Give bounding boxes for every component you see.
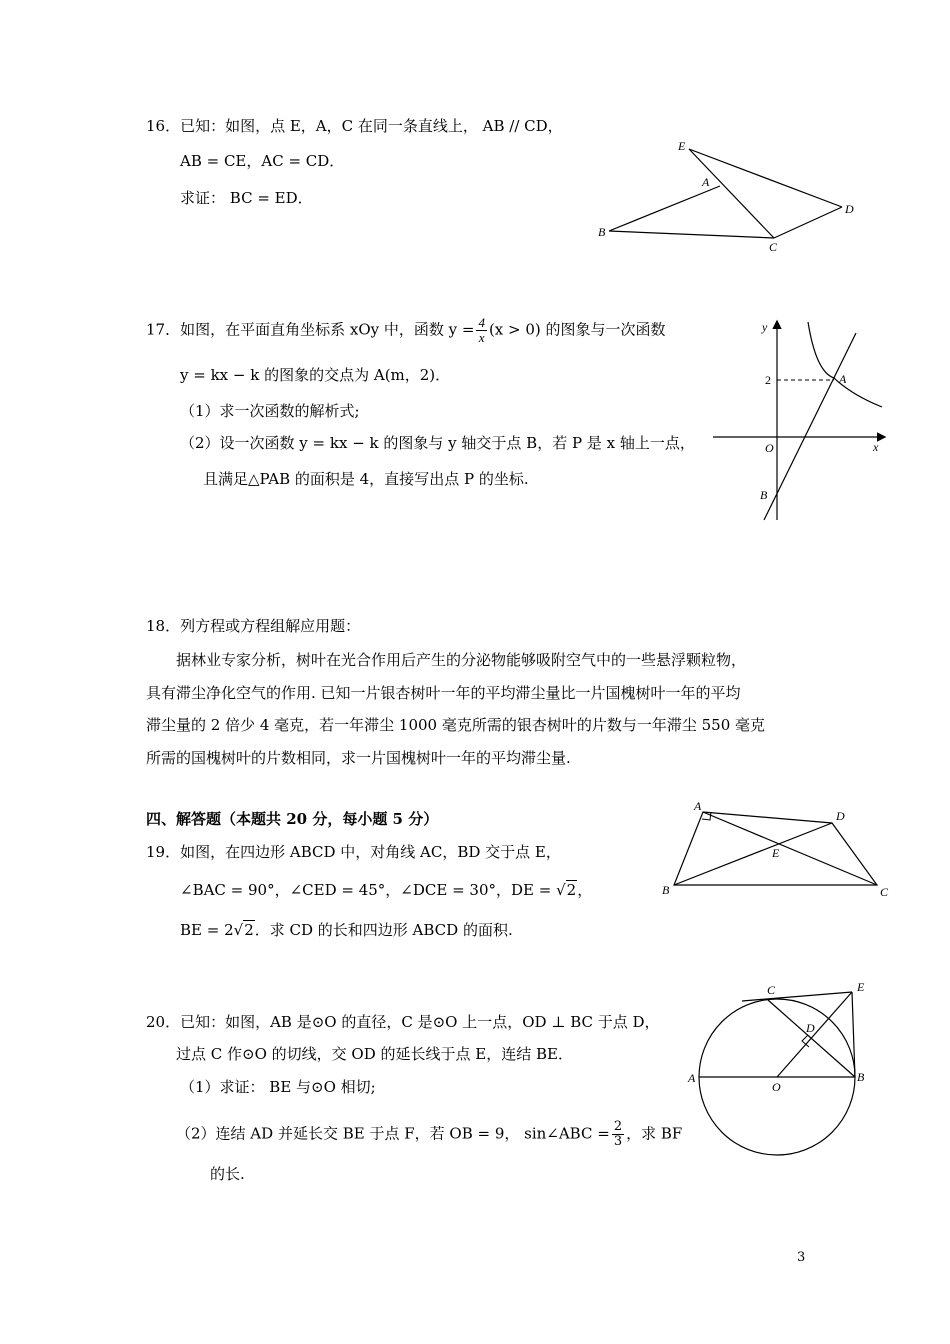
q20-part2-pre: （2）连结 AD 并延长交 BE 于点 F，若 OB = 9， sin∠ABC =	[176, 1124, 610, 1143]
q17-part2: （2）设一次函数 y = kx − k 的图象与 y 轴交于点 B，若 P 是 x 轴上一点，	[180, 434, 695, 452]
q17-label-A: A	[839, 372, 847, 386]
q17-figure	[710, 315, 890, 525]
q19-line2-radicand: 2	[566, 881, 577, 899]
q16-label-C: C	[769, 240, 778, 254]
q16-label-B: B	[598, 225, 606, 239]
q17-fraction	[476, 316, 487, 345]
q18-p4: 所需的国槐树叶的片数相同，求一片国槐树叶一年的平均滞尘量.	[146, 749, 571, 767]
q19-figure	[655, 800, 895, 900]
q19-line2-end: ，	[577, 881, 593, 899]
q20-line1: 20．已知：如图，AB 是⊙O 的直径，C 是⊙O 上一点，OD ⊥ BC 于点 D，	[146, 1013, 660, 1031]
q19-line3-pre: BE = 2	[180, 921, 234, 939]
q17-line2: y = kx − k 的图象的交点为 A(m，2)．	[180, 366, 451, 384]
q20-part2b: 的长.	[210, 1165, 245, 1183]
q20-label-A: A	[688, 1071, 696, 1085]
q17-label-y: y	[762, 320, 768, 334]
q17-frac-den: x	[478, 330, 485, 345]
q19-line3: BE = 2√2．求 CD 的长和四边形 ABCD 的面积.	[180, 921, 513, 939]
q17-label-B: B	[760, 488, 768, 502]
q17-label-2: 2	[765, 373, 771, 387]
q19-label-B: B	[662, 883, 670, 897]
q18-p1: 据林业专家分析，树叶在光合作用后产生的分泌物能够吸附空气中的一些悬浮颗粒物，	[176, 651, 747, 669]
q20-part1: （1）求证： BE 与⊙O 相切;	[180, 1078, 376, 1096]
q20-label-C: C	[767, 983, 776, 997]
q16-label-A: A	[702, 175, 710, 189]
q19-label-C: C	[880, 885, 889, 899]
q20-label-O: O	[772, 1080, 781, 1094]
q16-label-D: D	[845, 202, 854, 216]
q19-label-D: D	[836, 809, 845, 823]
q20-label-B: B	[857, 1070, 865, 1084]
page-number: 3	[797, 1250, 806, 1265]
q17-label-O: O	[765, 441, 774, 455]
q19-line3-post: ．求 CD 的长和四边形 ABCD 的面积.	[254, 921, 513, 939]
q18-p3: 滞尘量的 2 倍少 4 毫克，若一年滞尘 1000 毫克所需的银杏树叶的片数与一年滞尘 550 毫克	[146, 716, 766, 734]
q20-part2	[176, 1120, 682, 1149]
q19-label-A: A	[694, 799, 702, 813]
q17-label-x: x	[873, 440, 879, 454]
q20-fraction	[612, 1120, 624, 1149]
section4-heading: 四、解答题（本题共 20 分，每小题 5 分）	[146, 810, 439, 828]
q20-label-D: D	[806, 1021, 815, 1035]
q20-figure	[680, 975, 880, 1160]
q18-p2: 具有滞尘净化空气的作用. 已知一片银杏树叶一年的平均滞尘量比一片国槐树叶一年的平均	[146, 684, 741, 702]
q20-frac-den: 3	[613, 1134, 623, 1149]
q20-label-E: E	[857, 980, 865, 994]
q17-line1-pre: 17．如图，在平面直角坐标系 xOy 中，函数 y =	[146, 320, 475, 339]
q19-line1: 19．如图，在四边形 ABCD 中，对角线 AC，BD 交于点 E，	[146, 843, 561, 861]
q20-line2: 过点 C 作⊙O 的切线，交 OD 的延长线于点 E，连结 BE．	[176, 1045, 573, 1063]
q17-line1-post: (x > 0) 的图象与一次函数	[488, 320, 666, 339]
q18-title: 18．列方程或方程组解应用题：	[146, 617, 361, 635]
q16-line3: 求证： BC = ED．	[180, 189, 313, 207]
q17-frac-num: 4	[478, 315, 485, 330]
q17-line1	[146, 316, 666, 345]
q19-line3-radicand: 2	[244, 921, 254, 939]
q20-frac-num: 2	[613, 1119, 623, 1134]
q16-line1: 16．已知：如图，点 E，A，C 在同一条直线上， AB // CD，	[146, 117, 563, 135]
q19-line2: ∠BAC = 90°，∠CED = 45°，∠DCE = 30°，DE = √2，	[180, 881, 593, 899]
q20-part2-post: ，求 BF	[626, 1124, 683, 1143]
q17-part1: （1）求一次函数的解析式;	[180, 402, 360, 420]
q16-label-E: E	[678, 139, 686, 153]
q19-line2-text: ∠BAC = 90°，∠CED = 45°，∠DCE = 30°，DE =	[180, 881, 552, 899]
q19-label-E: E	[772, 846, 780, 860]
q16-line2: AB = CE，AC = CD．	[180, 152, 345, 170]
q17-part2b: 且满足△PAB 的面积是 4，直接写出点 P 的坐标.	[203, 470, 529, 488]
q16-figure	[590, 135, 870, 260]
